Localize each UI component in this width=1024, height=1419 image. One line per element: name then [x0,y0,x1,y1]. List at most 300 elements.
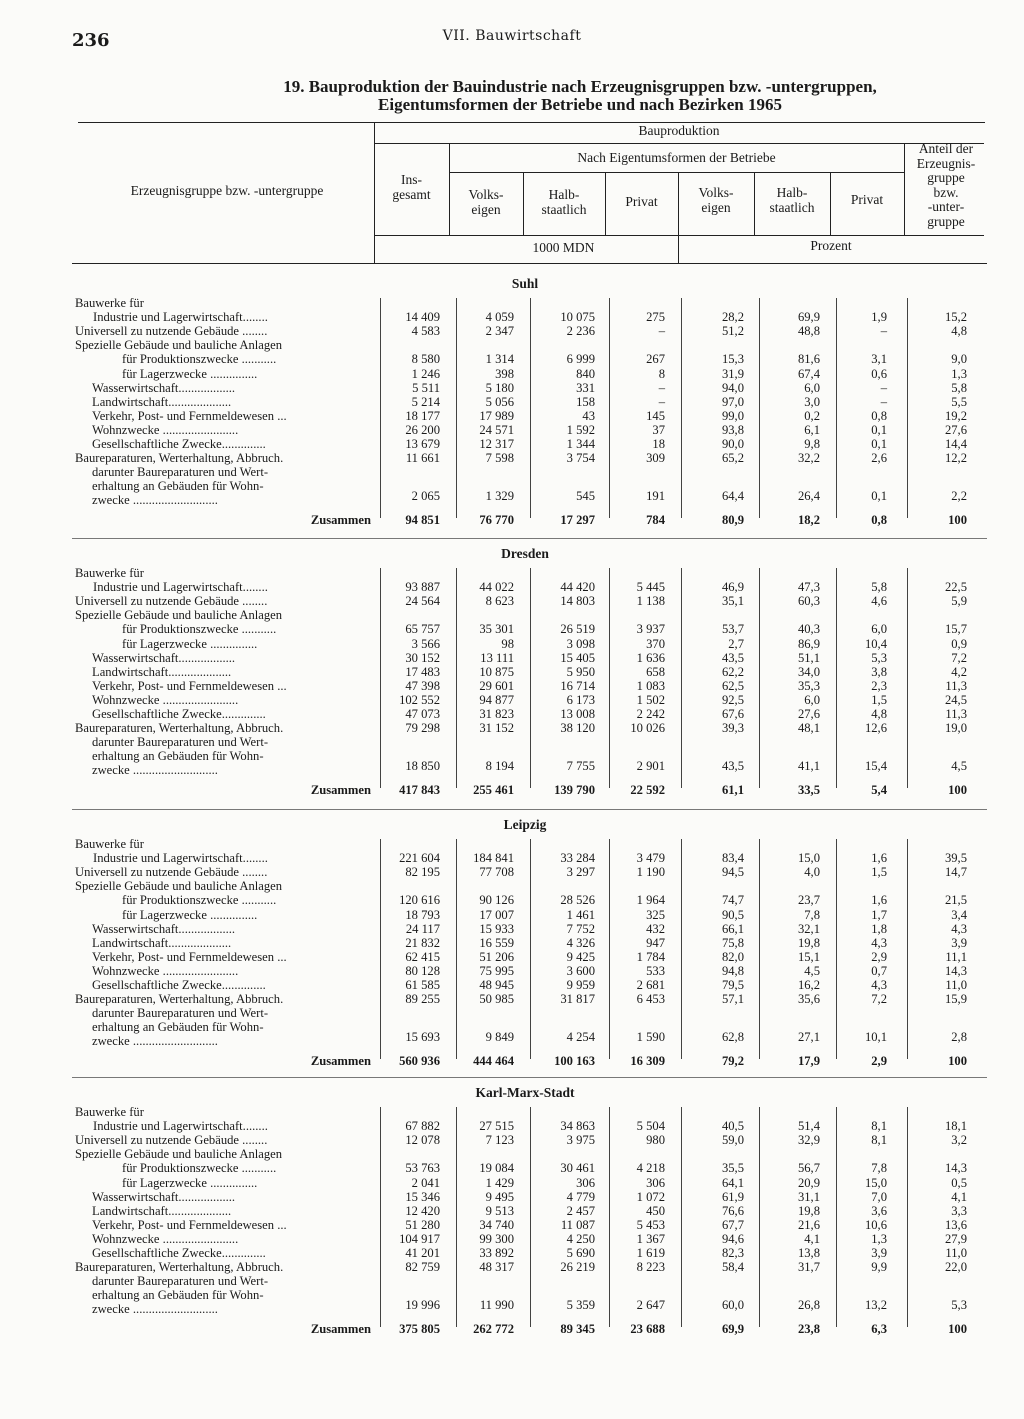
cell-value: 26 519 [560,622,595,637]
cell-value: 35,1 [721,594,744,609]
cell-value: 35,5 [721,1161,744,1176]
cell-value: 9,9 [871,1260,887,1275]
cell-value: 6,0 [804,692,820,707]
row-label: Universell zu nutzende Gebäude ........ [75,324,268,339]
cell-value: 26 200 [405,422,440,437]
total-value: 17,9 [797,1053,820,1068]
cell-value: 840 [576,366,595,381]
cell-value: 50 985 [479,992,514,1007]
row-label: Landwirtschaft.................... [92,1203,232,1218]
cell-value: 13,2 [864,1298,887,1313]
cell-value: 9 513 [485,1203,514,1218]
cell-value: 12 317 [479,437,514,451]
cell-value: 14,3 [944,1161,967,1176]
row-label: erhaltung an Gebäuden für Wohn- [92,1020,264,1035]
cell-value: 30 461 [560,1161,595,1176]
cell-value: 4 326 [566,935,595,950]
row-label: Wohnzwecke ........................ [92,1231,239,1246]
cell-value: 89 255 [405,992,440,1007]
cell-value: 14 803 [560,594,595,609]
cell-value: 60,0 [721,1298,744,1313]
cell-value: 31,9 [721,366,744,381]
row-label: Industrie und Lagerwirtschaft........ [93,851,268,866]
total-value: 375 805 [399,1321,440,1336]
cell-value: 4,1 [804,1231,820,1246]
cell-value: 2 041 [411,1175,440,1190]
cell-value: 3,2 [951,1133,967,1148]
cell-value: 24 571 [479,422,514,437]
row-label: für Produktionszwecke ........... [122,1161,277,1176]
cell-value: 5,3 [951,1298,967,1313]
row-label: Industrie und Lagerwirtschaft........ [93,1119,268,1134]
cell-value: 1 344 [566,437,595,451]
total-value: 100 [948,512,967,527]
row-label: Wohnzwecke ........................ [92,963,239,978]
total-value: 89 345 [560,1321,595,1336]
row-label: zwecke ........................... [92,1034,218,1049]
cell-value: 90,0 [721,437,744,451]
cell-value: 79 298 [405,721,440,736]
cell-value: 5 950 [566,664,595,679]
cell-value: 28 526 [560,893,595,908]
cell-value: 4,8 [951,324,967,339]
cell-value: 3 937 [636,622,665,637]
cell-value: 19,2 [944,408,967,423]
cell-value: 8 623 [485,594,514,609]
row-label: Landwirtschaft.................... [92,664,232,679]
cell-value: 8,1 [871,1133,887,1148]
total-value: 80,9 [721,512,744,527]
cell-value: 17 007 [479,907,514,922]
total-value: 22 592 [630,782,665,797]
cell-value: 0,1 [871,489,887,504]
cell-value: 7,2 [951,650,967,665]
cell-value: 4,2 [951,664,967,679]
cell-value: 3 975 [566,1133,595,1148]
cell-value: 7,0 [871,1189,887,1204]
cell-value: 20,9 [797,1175,820,1190]
cell-value: 325 [646,907,665,922]
total-value: 444 464 [473,1053,514,1068]
page-number: 236 [72,30,110,51]
cell-value: 18 793 [405,907,440,922]
section-title: Leipzig [503,817,547,832]
cell-value: 5,5 [951,394,967,409]
cell-value: 7,8 [871,1161,887,1176]
cell-value: 15,0 [797,851,820,866]
unit-mdn: 1000 MDN [532,240,595,255]
cell-value: 5,8 [951,380,967,395]
cell-value: 7,8 [804,907,820,922]
cell-value: 3,6 [871,1203,887,1218]
cell-value: 2 236 [566,324,595,339]
row-label: Baureparaturen, Werterhaltung, Abbruch. [75,992,284,1007]
cell-value: 9 849 [485,1030,514,1045]
cell-value: 10 875 [479,664,514,679]
cell-value: 83,4 [721,851,744,866]
cell-value: 4,0 [804,865,820,880]
cell-value: 533 [646,963,665,978]
cell-value: 1,6 [871,893,887,908]
cell-value: 1,6 [871,851,887,866]
cell-value: 34 863 [560,1119,595,1134]
row-label: für Lagerzwecke ............... [122,366,258,381]
total-label: Zusammen [310,1321,371,1336]
cell-value: 99,0 [721,408,744,423]
cell-value: 3,8 [871,664,887,679]
anteil-line1: Anteil der [918,141,974,156]
cell-value: 1 190 [636,865,665,880]
cell-value: 1 072 [636,1189,665,1204]
cell-value: 1 329 [485,489,514,504]
cell-value: 90,5 [721,907,744,922]
cell-value: 21,5 [944,893,967,908]
cell-value: 1 461 [566,907,595,922]
total-label: Zusammen [310,782,371,797]
cell-value: 62,8 [721,1030,744,1045]
cell-value: 1 784 [636,949,665,964]
cell-value: 28,2 [721,310,744,325]
cell-value: 53 763 [405,1161,440,1176]
cell-value: 1,7 [871,907,887,922]
cell-value: 15,2 [944,310,967,325]
cell-value: 10 075 [560,310,595,325]
cell-value: 7 752 [566,921,595,936]
cell-value: 6,0 [871,622,887,637]
cell-value: 184 841 [473,851,514,866]
cell-value: 1,8 [871,921,887,936]
cell-value: 5 690 [566,1246,595,1260]
cell-value: 275 [646,310,665,325]
cell-value: 67 882 [405,1119,440,1134]
cell-value: 61,9 [721,1189,744,1204]
cell-value: 2 242 [636,707,665,721]
cell-value: 32,2 [797,451,820,466]
row-label: für Lagerzwecke ............... [122,1175,258,1190]
row-label: Wohnzwecke ........................ [92,422,239,437]
cell-value: 1,3 [871,1231,887,1246]
cell-value: – [880,324,887,339]
cell-value: 2 901 [636,759,665,774]
cell-value: 27,1 [797,1030,820,1045]
cell-value: 11,0 [945,1246,967,1260]
cell-value: 75,8 [721,935,744,950]
cell-value: 11 661 [405,451,440,466]
cell-value: 17 483 [405,664,440,679]
cell-value: 76,6 [721,1203,744,1218]
cell-value: 24 564 [405,594,440,609]
cell-value: 31 817 [560,992,595,1007]
total-value: 18,2 [797,512,820,527]
cell-value: 947 [646,935,665,950]
cell-value: 15,4 [864,759,887,774]
cell-value: 2,8 [951,1030,967,1045]
cell-value: 3,3 [951,1203,967,1218]
cell-value: 4,3 [951,921,967,936]
cell-value: 82,3 [721,1246,744,1260]
cell-value: 13,8 [797,1246,820,1260]
cell-value: 2 647 [636,1298,665,1313]
privat-header-pct: Privat [850,192,884,207]
total-label: Zusammen [310,1053,371,1068]
cell-value: 104 917 [399,1231,440,1246]
cell-value: 3 566 [411,636,440,651]
row-label: Wasserwirtschaft.................. [92,921,236,936]
cell-value: 82,0 [721,949,744,964]
volkseigen-pct-line1: Volks- [698,185,734,200]
cell-value: 39,5 [944,851,967,866]
row-label: darunter Baureparaturen und Wert- [92,1274,269,1289]
row-label: Verkehr, Post- und Fernmeldewesen ... [92,678,287,693]
row-label: Bauwerke für [75,1105,144,1119]
row-label: Industrie und Lagerwirtschaft........ [93,580,268,595]
row-label: Spezielle Gebäude und bauliche Anlagen [75,879,283,894]
running-head: VII. Bauwirtschaft [442,28,582,44]
cell-value: 53,7 [721,622,744,637]
cell-value: 94,8 [721,963,744,978]
cell-value: 1 964 [636,893,665,908]
row-label: Bauwerke für [75,566,144,580]
cell-value: 18 850 [405,759,440,774]
cell-value: 1 590 [636,1030,665,1045]
cell-value: 33 892 [479,1246,514,1260]
cell-value: 19,0 [944,721,967,736]
cell-value: 10,6 [864,1217,887,1232]
cell-value: 11 087 [560,1217,595,1232]
row-label: zwecke ........................... [92,493,218,508]
total-value: 17 297 [560,512,595,527]
cell-value: 306 [576,1175,595,1190]
cell-value: 16 714 [560,678,595,693]
cell-value: 1,5 [871,865,887,880]
cell-value: 1 314 [485,352,514,367]
cell-value: 21,6 [797,1217,820,1232]
cell-value: 51 206 [479,949,514,964]
eigentum-rule [449,172,904,173]
cell-value: 8 194 [485,759,514,774]
total-value: 560 936 [399,1053,440,1068]
total-value: 100 [948,1053,967,1068]
cell-value: 6 999 [566,352,595,367]
cell-value: 4 254 [566,1030,595,1045]
row-label: Universell zu nutzende Gebäude ........ [75,1133,268,1148]
total-value: 100 [948,1321,967,1336]
cell-value: 0,2 [804,408,820,423]
row-label: Universell zu nutzende Gebäude ........ [75,594,268,609]
cell-value: 120 616 [399,893,440,908]
cell-value: 13 111 [480,650,514,665]
cell-value: 1 429 [485,1175,514,1190]
cell-value: 24 117 [405,921,440,936]
row-label: zwecke ........................... [92,1302,218,1317]
cell-value: 82 195 [405,865,440,880]
row-label: Verkehr, Post- und Fernmeldewesen ... [92,949,287,964]
cell-value: 658 [646,664,665,679]
cell-value: 432 [646,921,665,936]
cell-value: 4,5 [951,759,967,774]
anteil-header [904,142,988,229]
total-value: 100 163 [554,1053,595,1068]
cell-value: 94,0 [721,380,744,395]
row-label: Wasserwirtschaft.................. [92,380,236,395]
section-title: Karl-Marx-Stadt [475,1085,575,1100]
cell-value: – [658,324,665,339]
cell-value: 8 580 [411,352,440,367]
cell-value: 38 120 [560,721,595,736]
cell-value: 47 073 [405,707,440,721]
cell-value: 23,7 [797,893,820,908]
cell-value: 8,1 [871,1119,887,1134]
cell-value: 5 511 [412,380,440,395]
cell-value: 13 679 [405,437,440,451]
cell-value: 4,6 [871,594,887,609]
cell-value: 77 708 [479,865,514,880]
cell-value: 10 026 [630,721,665,736]
privat-header-mdn: Privat [625,194,658,209]
cell-value: 15,7 [944,622,967,637]
row-label: erhaltung an Gebäuden für Wohn- [92,479,264,494]
cell-value: 51 280 [405,1217,440,1232]
row-label: für Produktionszwecke ........... [122,622,277,637]
cell-value: 11,1 [945,949,967,964]
cell-value: 0,7 [871,963,887,978]
row-label: Baureparaturen, Werterhaltung, Abbruch. [75,721,284,736]
cell-value: 9 425 [566,949,595,964]
cell-value: 64,1 [721,1175,744,1190]
volkseigen-line1: Volks- [468,187,504,202]
cell-value: 3 297 [566,865,595,880]
volkseigen-line2: eigen [471,202,501,217]
bauproduktion-header: Bauproduktion [638,123,720,138]
row-label: Spezielle Gebäude und bauliche Anlagen [75,1147,283,1162]
cell-value: 3 479 [636,851,665,866]
cell-value: 26,4 [797,489,820,504]
row-label: Gesellschaftliche Zwecke.............. [92,978,266,992]
total-value: 61,1 [721,782,744,797]
cell-value: 99 300 [479,1231,514,1246]
halbstaatlich-line2: staatlich [541,202,587,217]
cell-value: 19 996 [405,1298,440,1313]
cell-value: 4,3 [871,978,887,992]
cell-value: 145 [646,408,665,423]
row-label: für Produktionszwecke ........... [122,352,277,367]
total-value: 262 772 [473,1321,514,1336]
section-title: Dresden [501,546,549,561]
cell-value: 30 152 [405,650,440,665]
total-label: Zusammen [310,512,371,527]
cell-value: 74,7 [721,893,744,908]
row-label: Landwirtschaft.................... [92,394,232,409]
cell-value: 27 515 [479,1119,514,1134]
cell-value: 5 056 [485,394,514,409]
cell-value: 37 [652,422,665,437]
cell-value: 59,0 [721,1133,744,1148]
total-value: 79,2 [721,1053,744,1068]
cell-value: 94,6 [721,1231,744,1246]
cell-value: 2 681 [636,978,665,992]
cell-value: 47 398 [405,678,440,693]
cell-value: 80 128 [405,963,440,978]
anteil-line3: gruppe [927,170,965,185]
cell-value: 34,0 [797,664,820,679]
section-separator [72,1077,987,1078]
cell-value: 26,8 [797,1298,820,1313]
cell-value: 14 409 [405,310,440,325]
row-label: Landwirtschaft.................... [92,935,232,950]
anteil-line2: Erzeugnis- [916,155,976,171]
cell-value: 27,9 [944,1231,967,1246]
cell-value: 8 [658,366,665,381]
cell-value: 4 779 [566,1189,595,1204]
cell-value: 65 757 [405,622,440,637]
cell-value: 980 [646,1133,665,1148]
cell-value: 16,2 [797,978,820,992]
cell-value: 545 [576,489,595,504]
cell-value: 450 [646,1203,665,1218]
halbstaatlich-header-pct [754,185,830,215]
total-value: 0,8 [871,512,887,527]
cell-value: 2,7 [728,636,744,651]
section-separator [72,538,987,539]
cell-value: 90 126 [479,893,514,908]
cell-value: 11,3 [945,707,967,721]
cell-value: 93 887 [405,580,440,595]
cell-value: 3,9 [951,935,967,950]
table-title-continued: Eigentumsformen der Betriebe und nach Bezirken 1965 [378,95,782,114]
cell-value: 43,5 [721,759,744,774]
cell-value: 5 359 [566,1298,595,1313]
cell-value: 2,2 [951,489,967,504]
cell-value: 24,5 [944,692,967,707]
cell-value: 3,0 [804,394,820,409]
cell-value: 12,2 [944,451,967,466]
cell-value: 0,8 [871,408,887,423]
cell-value: 158 [576,394,595,409]
cell-value: 3,9 [871,1246,887,1260]
cell-value: 1,3 [951,366,967,381]
section-title: Suhl [511,276,539,291]
cell-value: 18 177 [405,408,440,423]
cell-value: 13 008 [560,707,595,721]
cell-value: 12,6 [864,721,887,736]
cell-value: 1,9 [871,310,887,325]
row-label: Gesellschaftliche Zwecke.............. [92,1246,266,1260]
row-label: für Lagerzwecke ............... [122,907,258,922]
cell-value: 4 059 [485,310,514,325]
total-value: 6,3 [871,1321,887,1336]
cell-value: 69,9 [797,310,820,325]
cell-value: 62,5 [721,678,744,693]
cell-value: 3 600 [566,963,595,978]
cell-value: 67,6 [721,707,744,721]
cell-value: 29 601 [479,678,514,693]
cell-value: 5 180 [485,380,514,395]
cell-value: 43,5 [721,650,744,665]
cell-value: 51,4 [797,1119,820,1134]
cell-value: 33 284 [560,851,595,866]
cell-value: 16 559 [479,935,514,950]
row-label: Verkehr, Post- und Fernmeldewesen ... [92,1217,287,1232]
total-value: 139 790 [554,782,595,797]
cell-value: 56,7 [797,1161,820,1176]
cell-value: 57,1 [721,992,744,1007]
cell-value: – [880,394,887,409]
row-label: Baureparaturen, Werterhaltung, Abbruch. [75,451,284,466]
total-value: 23,8 [797,1321,820,1336]
cell-value: 102 552 [399,692,440,707]
cell-value: 0,9 [951,636,967,651]
insgesamt-header [374,172,449,202]
